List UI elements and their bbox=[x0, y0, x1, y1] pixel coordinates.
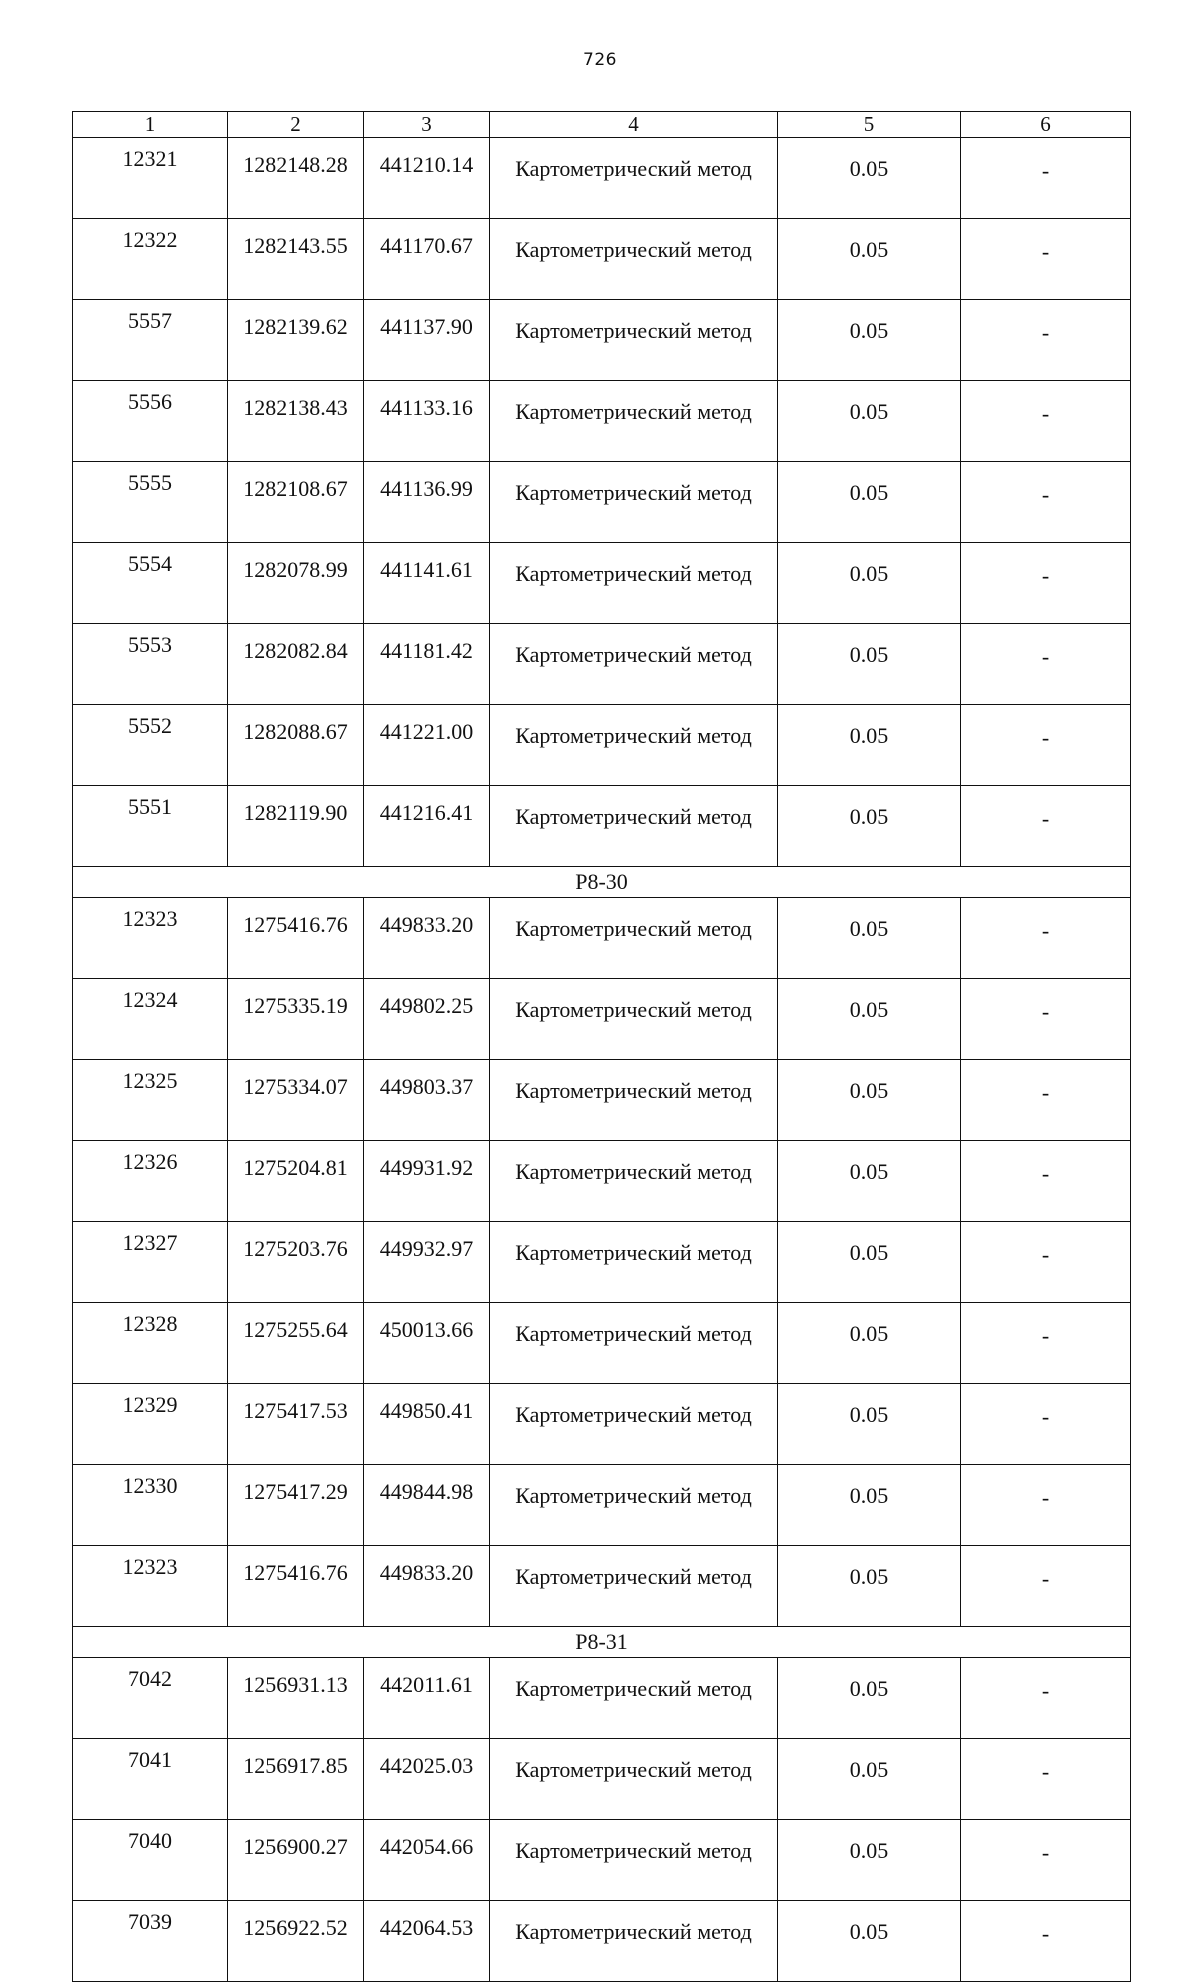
y-coordinate-cell: 449844.98 bbox=[364, 1465, 490, 1546]
x-coordinate-cell: 1282119.90 bbox=[228, 786, 364, 867]
x-coordinate-cell: 1282108.67 bbox=[228, 462, 364, 543]
accuracy-cell: 0.05 bbox=[778, 138, 961, 219]
point-number-cell: 12321 bbox=[73, 138, 228, 219]
y-coordinate-cell: 449833.20 bbox=[364, 898, 490, 979]
point-number-cell: 12326 bbox=[73, 1141, 228, 1222]
y-coordinate-cell: 449850.41 bbox=[364, 1384, 490, 1465]
point-number-cell: 12328 bbox=[73, 1303, 228, 1384]
method-cell: Картометрический метод bbox=[490, 462, 778, 543]
x-coordinate-cell: 1282148.28 bbox=[228, 138, 364, 219]
x-coordinate-cell: 1282082.84 bbox=[228, 624, 364, 705]
section-header-row bbox=[73, 1627, 1131, 1658]
x-coordinate-cell: 1256931.13 bbox=[228, 1658, 364, 1739]
point-number-cell: 5553 bbox=[73, 624, 228, 705]
remark-cell: - bbox=[961, 786, 1131, 867]
remark-cell: - bbox=[961, 979, 1131, 1060]
accuracy-cell: 0.05 bbox=[778, 786, 961, 867]
point-number-cell: 12325 bbox=[73, 1060, 228, 1141]
y-coordinate-cell: 449802.25 bbox=[364, 979, 490, 1060]
accuracy-cell: 0.05 bbox=[778, 1901, 961, 1982]
point-number-cell: 5557 bbox=[73, 300, 228, 381]
table-row bbox=[73, 219, 1131, 300]
table-row bbox=[73, 979, 1131, 1060]
accuracy-cell: 0.05 bbox=[778, 219, 961, 300]
remark-cell: - bbox=[961, 1465, 1131, 1546]
x-coordinate-cell: 1275417.53 bbox=[228, 1384, 364, 1465]
remark-cell: - bbox=[961, 300, 1131, 381]
x-coordinate-cell: 1275204.81 bbox=[228, 1141, 364, 1222]
table-row bbox=[73, 543, 1131, 624]
method-cell: Картометрический метод bbox=[490, 138, 778, 219]
method-cell: Картометрический метод bbox=[490, 624, 778, 705]
method-cell: Картометрический метод bbox=[490, 1658, 778, 1739]
y-coordinate-cell: 441141.61 bbox=[364, 543, 490, 624]
method-cell: Картометрический метод bbox=[490, 979, 778, 1060]
accuracy-cell: 0.05 bbox=[778, 1384, 961, 1465]
x-coordinate-cell: 1275203.76 bbox=[228, 1222, 364, 1303]
y-coordinate-cell: 441221.00 bbox=[364, 705, 490, 786]
method-cell: Картометрический метод bbox=[490, 898, 778, 979]
table-row bbox=[73, 138, 1131, 219]
point-number-cell: 12327 bbox=[73, 1222, 228, 1303]
method-cell: Картометрический метод bbox=[490, 1465, 778, 1546]
table-row bbox=[73, 1546, 1131, 1627]
table-row bbox=[73, 381, 1131, 462]
method-cell: Картометрический метод bbox=[490, 1820, 778, 1901]
method-cell: Картометрический метод bbox=[490, 300, 778, 381]
accuracy-cell: 0.05 bbox=[778, 1060, 961, 1141]
method-cell: Картометрический метод bbox=[490, 1739, 778, 1820]
remark-cell: - bbox=[961, 1222, 1131, 1303]
y-coordinate-cell: 450013.66 bbox=[364, 1303, 490, 1384]
x-coordinate-cell: 1275416.76 bbox=[228, 898, 364, 979]
column-header: 1 bbox=[73, 112, 228, 138]
method-cell: Картометрический метод bbox=[490, 1222, 778, 1303]
table-row bbox=[73, 1820, 1131, 1901]
table-row bbox=[73, 624, 1131, 705]
column-header: 5 bbox=[778, 112, 961, 138]
accuracy-cell: 0.05 bbox=[778, 381, 961, 462]
point-number-cell: 5554 bbox=[73, 543, 228, 624]
x-coordinate-cell: 1275416.76 bbox=[228, 1546, 364, 1627]
table-row bbox=[73, 1465, 1131, 1546]
accuracy-cell: 0.05 bbox=[778, 1739, 961, 1820]
y-coordinate-cell: 442054.66 bbox=[364, 1820, 490, 1901]
column-header: 4 bbox=[490, 112, 778, 138]
y-coordinate-cell: 441216.41 bbox=[364, 786, 490, 867]
coordinates-table bbox=[72, 111, 1131, 1982]
remark-cell: - bbox=[961, 1384, 1131, 1465]
remark-cell: - bbox=[961, 1141, 1131, 1222]
section-label: Р8-30 bbox=[73, 867, 1131, 898]
point-number-cell: 12322 bbox=[73, 219, 228, 300]
method-cell: Картометрический метод bbox=[490, 219, 778, 300]
table-row bbox=[73, 898, 1131, 979]
remark-cell: - bbox=[961, 624, 1131, 705]
remark-cell: - bbox=[961, 1739, 1131, 1820]
point-number-cell: 12324 bbox=[73, 979, 228, 1060]
table-row bbox=[73, 462, 1131, 543]
remark-cell: - bbox=[961, 381, 1131, 462]
y-coordinate-cell: 441210.14 bbox=[364, 138, 490, 219]
method-cell: Картометрический метод bbox=[490, 1901, 778, 1982]
accuracy-cell: 0.05 bbox=[778, 1465, 961, 1546]
method-cell: Картометрический метод bbox=[490, 1384, 778, 1465]
remark-cell: - bbox=[961, 1546, 1131, 1627]
y-coordinate-cell: 441170.67 bbox=[364, 219, 490, 300]
remark-cell: - bbox=[961, 705, 1131, 786]
header-row bbox=[73, 112, 1131, 138]
remark-cell: - bbox=[961, 462, 1131, 543]
method-cell: Картометрический метод bbox=[490, 786, 778, 867]
accuracy-cell: 0.05 bbox=[778, 979, 961, 1060]
x-coordinate-cell: 1275335.19 bbox=[228, 979, 364, 1060]
remark-cell: - bbox=[961, 1820, 1131, 1901]
method-cell: Картометрический метод bbox=[490, 1141, 778, 1222]
column-header: 3 bbox=[364, 112, 490, 138]
x-coordinate-cell: 1282138.43 bbox=[228, 381, 364, 462]
column-header: 2 bbox=[228, 112, 364, 138]
accuracy-cell: 0.05 bbox=[778, 300, 961, 381]
point-number-cell: 5555 bbox=[73, 462, 228, 543]
table-row bbox=[73, 1658, 1131, 1739]
table-row bbox=[73, 705, 1131, 786]
accuracy-cell: 0.05 bbox=[778, 1658, 961, 1739]
x-coordinate-cell: 1256917.85 bbox=[228, 1739, 364, 1820]
remark-cell: - bbox=[961, 1303, 1131, 1384]
section-label: Р8-31 bbox=[73, 1627, 1131, 1658]
table-row bbox=[73, 1384, 1131, 1465]
y-coordinate-cell: 449833.20 bbox=[364, 1546, 490, 1627]
accuracy-cell: 0.05 bbox=[778, 462, 961, 543]
point-number-cell: 5552 bbox=[73, 705, 228, 786]
accuracy-cell: 0.05 bbox=[778, 1546, 961, 1627]
y-coordinate-cell: 449931.92 bbox=[364, 1141, 490, 1222]
remark-cell: - bbox=[961, 898, 1131, 979]
remark-cell: - bbox=[961, 543, 1131, 624]
table-row bbox=[73, 786, 1131, 867]
point-number-cell: 12330 bbox=[73, 1465, 228, 1546]
remark-cell: - bbox=[961, 1060, 1131, 1141]
remark-cell: - bbox=[961, 219, 1131, 300]
accuracy-cell: 0.05 bbox=[778, 1303, 961, 1384]
table-row bbox=[73, 1060, 1131, 1141]
x-coordinate-cell: 1275334.07 bbox=[228, 1060, 364, 1141]
y-coordinate-cell: 441137.90 bbox=[364, 300, 490, 381]
y-coordinate-cell: 441181.42 bbox=[364, 624, 490, 705]
point-number-cell: 5551 bbox=[73, 786, 228, 867]
accuracy-cell: 0.05 bbox=[778, 624, 961, 705]
x-coordinate-cell: 1275417.29 bbox=[228, 1465, 364, 1546]
x-coordinate-cell: 1275255.64 bbox=[228, 1303, 364, 1384]
accuracy-cell: 0.05 bbox=[778, 1141, 961, 1222]
page-number: 726 bbox=[583, 50, 617, 70]
table-row bbox=[73, 1739, 1131, 1820]
method-cell: Картометрический метод bbox=[490, 1060, 778, 1141]
x-coordinate-cell: 1256922.52 bbox=[228, 1901, 364, 1982]
y-coordinate-cell: 442011.61 bbox=[364, 1658, 490, 1739]
point-number-cell: 12323 bbox=[73, 898, 228, 979]
table-row bbox=[73, 1901, 1131, 1982]
column-header: 6 bbox=[961, 112, 1131, 138]
remark-cell: - bbox=[961, 1901, 1131, 1982]
remark-cell: - bbox=[961, 138, 1131, 219]
point-number-cell: 5556 bbox=[73, 381, 228, 462]
table-row bbox=[73, 1222, 1131, 1303]
x-coordinate-cell: 1282143.55 bbox=[228, 219, 364, 300]
coordinates-table-body bbox=[73, 112, 1131, 1982]
y-coordinate-cell: 441133.16 bbox=[364, 381, 490, 462]
point-number-cell: 7040 bbox=[73, 1820, 228, 1901]
x-coordinate-cell: 1282088.67 bbox=[228, 705, 364, 786]
point-number-cell: 7041 bbox=[73, 1739, 228, 1820]
section-header-row bbox=[73, 867, 1131, 898]
remark-cell: - bbox=[961, 1658, 1131, 1739]
x-coordinate-cell: 1282139.62 bbox=[228, 300, 364, 381]
table-row bbox=[73, 300, 1131, 381]
table-row bbox=[73, 1141, 1131, 1222]
accuracy-cell: 0.05 bbox=[778, 1222, 961, 1303]
table-row bbox=[73, 1303, 1131, 1384]
point-number-cell: 12323 bbox=[73, 1546, 228, 1627]
method-cell: Картометрический метод bbox=[490, 381, 778, 462]
accuracy-cell: 0.05 bbox=[778, 705, 961, 786]
x-coordinate-cell: 1282078.99 bbox=[228, 543, 364, 624]
accuracy-cell: 0.05 bbox=[778, 898, 961, 979]
method-cell: Картометрический метод bbox=[490, 1303, 778, 1384]
method-cell: Картометрический метод bbox=[490, 705, 778, 786]
y-coordinate-cell: 449803.37 bbox=[364, 1060, 490, 1141]
accuracy-cell: 0.05 bbox=[778, 543, 961, 624]
method-cell: Картометрический метод bbox=[490, 543, 778, 624]
accuracy-cell: 0.05 bbox=[778, 1820, 961, 1901]
x-coordinate-cell: 1256900.27 bbox=[228, 1820, 364, 1901]
y-coordinate-cell: 441136.99 bbox=[364, 462, 490, 543]
point-number-cell: 7039 bbox=[73, 1901, 228, 1982]
y-coordinate-cell: 442064.53 bbox=[364, 1901, 490, 1982]
point-number-cell: 7042 bbox=[73, 1658, 228, 1739]
y-coordinate-cell: 449932.97 bbox=[364, 1222, 490, 1303]
y-coordinate-cell: 442025.03 bbox=[364, 1739, 490, 1820]
point-number-cell: 12329 bbox=[73, 1384, 228, 1465]
method-cell: Картометрический метод bbox=[490, 1546, 778, 1627]
